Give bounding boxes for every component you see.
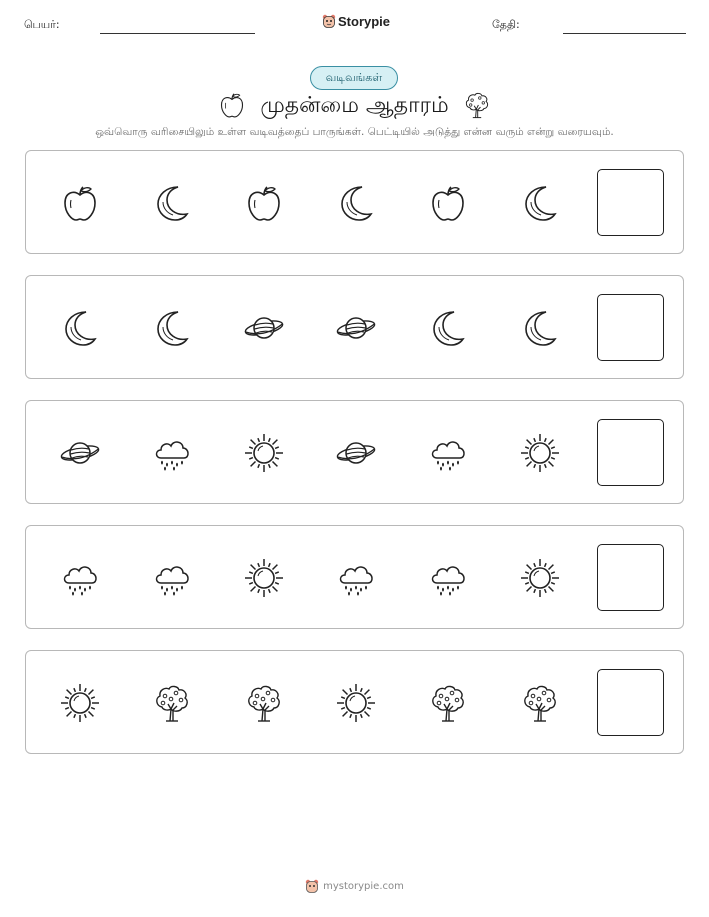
pattern-row bbox=[25, 275, 684, 379]
page-title: முதன்மை ஆதாரம் bbox=[260, 93, 449, 118]
moon-icon bbox=[428, 308, 468, 348]
title-row bbox=[0, 90, 709, 124]
title-tree-icon bbox=[463, 90, 491, 124]
storypie-mascot-icon bbox=[305, 878, 319, 894]
sun-icon bbox=[520, 558, 560, 598]
storypie-logo bbox=[322, 13, 390, 29]
sun-icon bbox=[336, 683, 376, 723]
sun-icon bbox=[520, 433, 560, 473]
brand-name: Storypie bbox=[338, 13, 391, 29]
apple-icon bbox=[428, 183, 468, 223]
footer-url[interactable]: mystorypie.com bbox=[323, 880, 404, 892]
cloud-icon bbox=[152, 433, 192, 473]
tree-icon bbox=[520, 683, 560, 723]
answer-box[interactable] bbox=[597, 169, 664, 236]
pattern-row bbox=[25, 650, 684, 754]
apple-icon bbox=[60, 183, 100, 223]
sun-icon bbox=[244, 433, 284, 473]
moon-icon bbox=[520, 308, 560, 348]
tree-icon bbox=[244, 683, 284, 723]
planet-icon bbox=[336, 308, 376, 348]
cloud-icon bbox=[428, 433, 468, 473]
worksheet-header bbox=[0, 0, 709, 50]
answer-box[interactable] bbox=[597, 419, 664, 486]
date-label: தேதி: bbox=[492, 18, 520, 31]
planet-icon bbox=[60, 433, 100, 473]
apple-icon bbox=[244, 183, 284, 223]
sun-icon bbox=[244, 558, 284, 598]
moon-icon bbox=[336, 183, 376, 223]
pattern-row bbox=[25, 525, 684, 629]
name-label: பெயர்: bbox=[24, 18, 60, 31]
pattern-row bbox=[25, 400, 684, 504]
date-line[interactable] bbox=[563, 33, 686, 34]
title-apple-icon bbox=[218, 90, 246, 124]
name-line[interactable] bbox=[100, 33, 255, 34]
moon-icon bbox=[60, 308, 100, 348]
category-badge: வடிவங்கள் bbox=[310, 66, 398, 90]
instruction-text: ஒவ்வொரு வரிசையிலும் உள்ள வடிவத்தைப் பாருங்கள். பெட்டியில் அடுத்து என்ன வரும் என்று வரையவும். bbox=[95, 126, 614, 138]
cloud-icon bbox=[428, 558, 468, 598]
tree-icon bbox=[428, 683, 468, 723]
moon-icon bbox=[152, 183, 192, 223]
cloud-icon bbox=[336, 558, 376, 598]
answer-box[interactable] bbox=[597, 669, 664, 736]
planet-icon bbox=[336, 433, 376, 473]
sun-icon bbox=[60, 683, 100, 723]
footer bbox=[0, 878, 709, 894]
planet-icon bbox=[244, 308, 284, 348]
cloud-icon bbox=[60, 558, 100, 598]
moon-icon bbox=[152, 308, 192, 348]
storypie-mascot-icon bbox=[322, 13, 336, 29]
cloud-icon bbox=[152, 558, 192, 598]
tree-icon bbox=[152, 683, 192, 723]
moon-icon bbox=[520, 183, 560, 223]
answer-box[interactable] bbox=[597, 544, 664, 611]
pattern-row bbox=[25, 150, 684, 254]
answer-box[interactable] bbox=[597, 294, 664, 361]
